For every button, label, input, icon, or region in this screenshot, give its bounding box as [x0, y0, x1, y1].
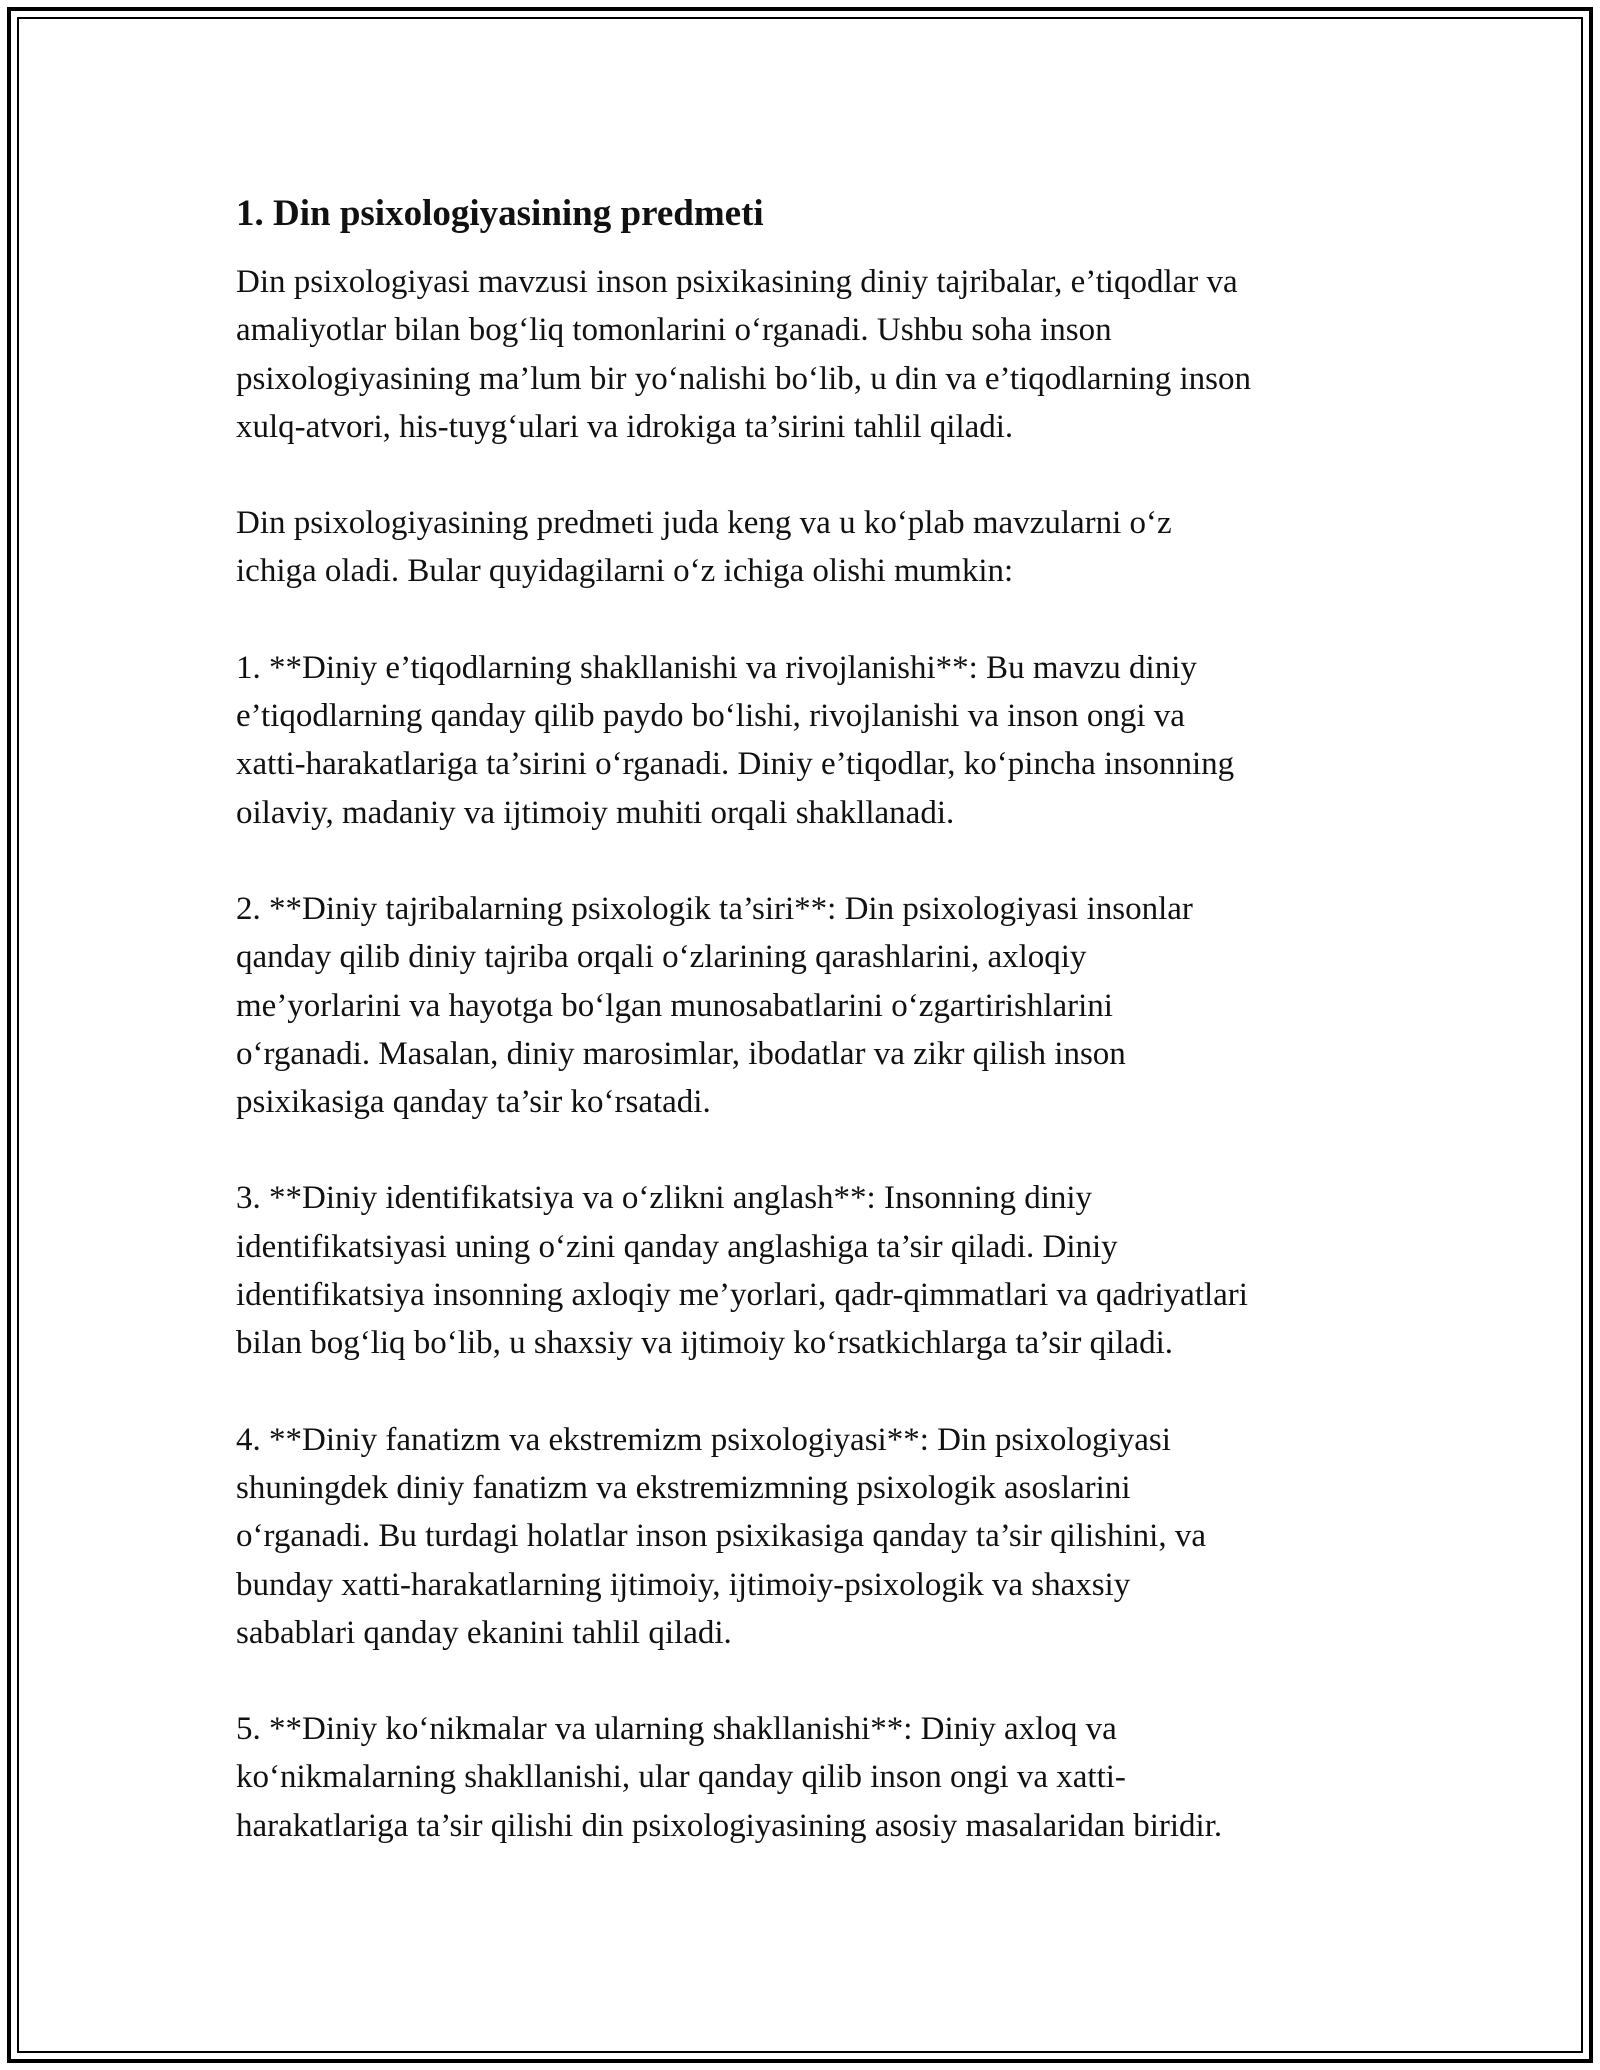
list-item-3: 3. **Diniy identifikatsiya va o‘zlikni anglash**: Insonning diniy identifikatsiyasi uning o‘zini qanday anglashiga ta’sir qiladi. Diniy identifikatsiya insonning axloqiy me’yorlari, qadr-qimmatlari va qadriyatlari bilan bog‘liq bo‘lib, u shaxsiy va ijtimoiy ko‘rsatkichlarga ta’sir qiladi. — [236, 1180, 1248, 1362]
list-item-2: 2. **Diniy tajribalarning psixologik ta’siri**: Din psixologiyasi insonlar qanday qilib diniy tajriba orqali o‘zlarining qarashlarini, axloqiy me’yorlarini va hayotga bo‘lgan munosabatlarini o‘zgartirishlarini o‘rganadi. Masalan, diniy marosimlar, ibodatlar va zikr qilish inson psixikasiga qanday ta’sir ko‘rsatadi. — [236, 890, 1193, 1121]
list-item-4: 4. **Diniy fanatizm va ekstremizm psixologiyasi**: Din psixologiyasi shuningdek diniy fanatizm va ekstremizmning psixologik asoslarini o‘rganadi. Bu turdagi holatlar inson psixikasiga qanday ta’sir qilishini, va bunday xatti-harakatlarning ijtimoiy, ijtimoiy-psixologik va shaxsiy sabablari qanday ekanini tahlil qiladi. — [236, 1421, 1206, 1651]
scope-paragraph: Din psixologiyasining predmeti juda keng va u ko‘plab mavzularni o‘z ichiga oladi. Bular quyidagilarni o‘z ichiga olishi mumkin: — [236, 505, 1172, 590]
intro-paragraph: Din psixologiyasi mavzusi inson psixikasining diniy tajribalar, e’tiqodlar va amaliyotlar bilan bog‘liq tomonlarini o‘rganadi. Ushbu soha inson psixologiyasining ma’lum bir yo‘nalishi bo‘lib, u din va e’tiqodlarning inson xulq-atvori, his-tuyg‘ulari va idrokiga ta’sirini tahlil qiladi. — [236, 264, 1251, 445]
document-body — [236, 186, 1370, 1898]
section-heading: 1. Din psixologiyasining predmeti — [236, 193, 764, 234]
list-item-1: 1. **Diniy e’tiqodlarning shakllanishi va rivojlanishi**: Bu mavzu diniy e’tiqodlarning qanday qilib paydo bo‘lishi, rivojlanishi va inson ongi va xatti-harakatlariga ta’sirini o‘rganadi. Diniy e’tiqodlar, ko‘pincha insonning oilaviy, madaniy va ijtimoiy muhiti orqali shakllanadi. — [236, 649, 1235, 831]
list-item-5: 5. **Diniy ko‘nikmalar va ularning shakllanishi**: Diniy axloq va ko‘nikmalarning shakllanishi, ular qanday qilib inson ongi va xatti- harakatlariga ta’sir qilishi din psixologiyasining asosiy masalaridan biridir. — [236, 1711, 1223, 1844]
